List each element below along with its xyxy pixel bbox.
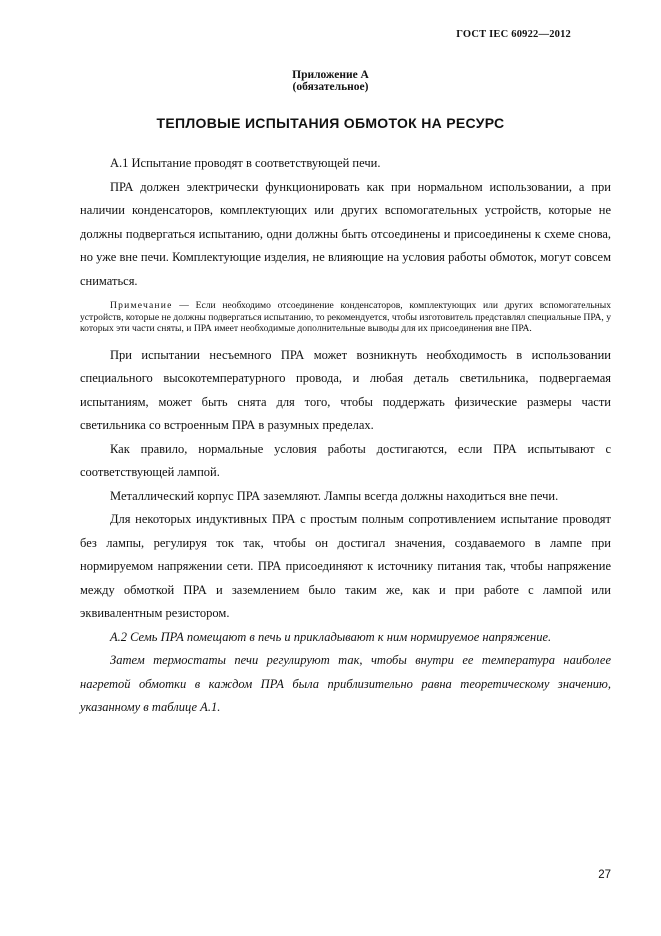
paragraph-thermostats: Затем термостаты печи регулируют так, чтобы внутри ее температура наиболее нагретой обмотки в каждом ПРА была приблизительно равна теоретическому значению, указанному в таблице А.1.	[80, 653, 611, 714]
note-text: — Если необходимо отсоединение конденсаторов, комплектующих или других вспомогательных устройств, которые не должны подвергаться испытанию, то рекомендуется, чтобы изготовитель представлял специальные ПРА, у которых эти части сняты, и ПРА имеет необходимые дополнительные выводы для их присоединения вне ПРА.	[80, 300, 611, 334]
document-header: ГОСТ IEC 60922—2012	[456, 29, 571, 40]
paragraph-inductive-ballast: Для некоторых индуктивных ПРА с простым полным сопротивлением испытание проводят без лампы, регулируя ток так, чтобы он достигал значения, создаваемого в лампе при нормируемом напряжении сети. ПРА присоединяют к источнику питания так, чтобы напряжение между обмоткой ПРА и заземлением было таким же, как и при работе с лампой или эквивалентным резистором.	[80, 512, 611, 620]
paragraph-a2: А.2 Семь ПРА помещают в печь и прикладывают к ним нормируемое напряжение.	[110, 629, 552, 644]
note-label: Примечание	[110, 300, 173, 311]
appendix-status: (обязательное)	[292, 81, 369, 93]
section-title: ТЕПЛОВЫЕ ИСПЫТАНИЯ ОБМОТОК НА РЕСУРС	[156, 115, 505, 131]
page-number: 27	[598, 869, 611, 881]
paragraph-ballast-operation: ПРА должен электрически функционировать как при нормальном использовании, а при наличии конденсаторов, комплектующих или других вспомогательных устройств, которые не должны подвергаться испытанию, одни должны быть отсоединены и присоединены к схеме снова, но уже вне печи. Комплектующие изделия, не влияющие на условия работы обмоток, могут совсем сниматься.	[80, 179, 611, 288]
paragraph-built-in-ballast: При испытании несъемного ПРА может возникнуть необходимость в использовании специального высокотемпературного провода, и любая деталь светильника, подвергаемая испытаниям, может быть снята для того, чтобы поддержать физические размеры части светильника со встроенным ПРА в разумных пределах.	[80, 347, 611, 432]
document-body	[80, 152, 611, 720]
paragraph-grounding: Металлический корпус ПРА заземляют. Лампы всегда должны находиться вне печи.	[110, 488, 559, 503]
paragraph-a1: А.1 Испытание проводят в соответствующей печи.	[110, 156, 381, 170]
appendix-heading	[0, 69, 661, 93]
paragraph-normal-conditions: Как правило, нормальные условия работы достигаются, если ПРА испытывают с соответствующей лампой.	[80, 441, 611, 479]
appendix-title: Приложение А	[292, 69, 369, 81]
note-paragraph	[80, 300, 611, 335]
